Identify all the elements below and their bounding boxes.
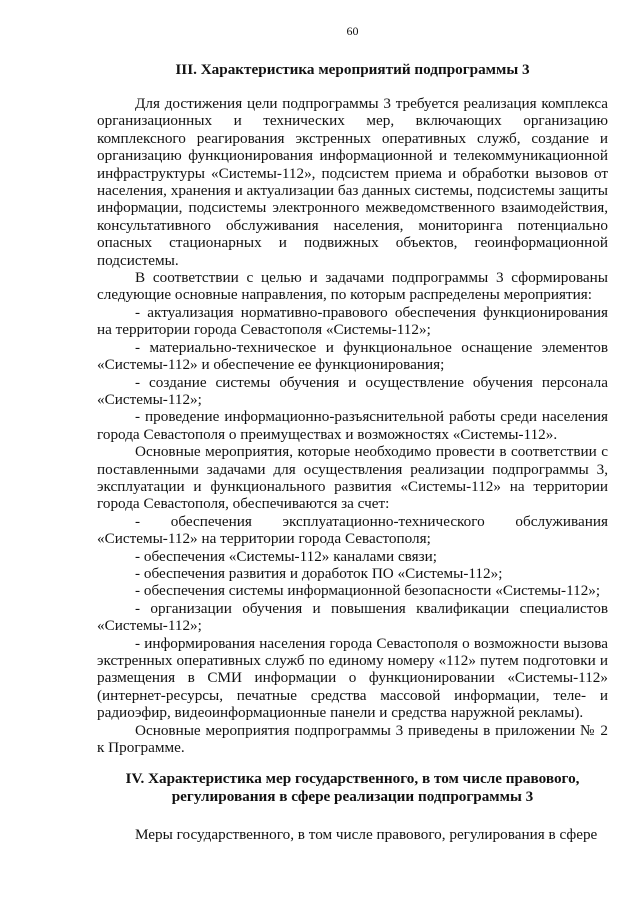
paragraph: Меры государственного, в том числе правового, регулирования в сфере [135, 826, 598, 843]
list-item: - организации обучения и повышения квалификации специалистов «Системы-112»; [97, 599, 608, 635]
list-item: - актуализация нормативно-правового обеспечения функционирования на территории города Севастополя «Системы-112»; [97, 303, 608, 339]
list-item: - обеспечения системы информационной безопасности «Системы-112»; [135, 582, 601, 600]
list-item: - информирования населения города Севастополя о возможности вызова экстренных оперативных служб по единому номеру «112» путем подготовки и размещения в СМИ информации о функционировании «Системы-112» (интернет-ресурсы, печатные средства массовой информации, теле- и радиоэфир, видеоинформационные панели и средства наружной рекламы). [97, 634, 608, 722]
section-4-heading-line-2: регулирования в сфере реализации подпрограммы 3 [171, 788, 534, 805]
list-item: - обеспечения развития и доработок ПО «Системы-112»; [135, 564, 503, 582]
paragraph: Основные мероприятия, которые необходимо провести в соответствии с поставленными задачами для осуществления реализации подпрограммы 3, эксплуатации и функционального развития «Системы-112» на территории города Севастополя, обеспечиваются за счет: [97, 443, 608, 513]
list-item: - материально-техническое и функциональное оснащение элементов «Системы-112» и обеспечение ее функционирования; [97, 338, 608, 374]
section-4-heading-line-1: IV. Характеристика мер государственного, в том числе правового, [125, 770, 580, 787]
page-number: 60 [346, 24, 359, 38]
section-4-body [97, 826, 608, 843]
list-item: - обеспечения эксплуатационно-технического обслуживания «Системы-112» на территории города Севастополя; [97, 512, 608, 548]
section-3-heading: III. Характеристика мероприятий подпрограммы 3 [175, 61, 530, 78]
section-3-body [97, 95, 608, 756]
list-item: - создание системы обучения и осуществление обучения персонала «Системы-112»; [97, 373, 608, 408]
list-item: - проведение информационно-разъяснительной работы среди населения города Севастополя о преимуществах и возможностях «Системы-112». [97, 408, 608, 443]
paragraph: Основные мероприятия подпрограммы 3 приведены в приложении № 2 к Программе. [97, 721, 608, 757]
paragraph: В соответствии с целью и задачами подпрограммы 3 сформированы следующие основные направления, по которым распределены мероприятия: [97, 269, 608, 304]
paragraph: Для достижения цели подпрограммы 3 требуется реализация комплекса организационных и технических мер, включающих организацию комплексного реагирования экстренных оперативных служб, создание и организацию функционирования информационной и телекоммуникационной инфраструктуры «Системы-112», подсистем приема и обработки вызовов от населения, хранения и актуализации баз данных системы, подсистемы защиты информации, подсистемы электронного межведомственного взаимодействия, консультативного обслуживания населения, мониторинга потенциально опасных стационарных и подвижных объектов, геоинформационной подсистемы. [97, 95, 608, 269]
list-item: - обеспечения «Системы-112» каналами связи; [135, 547, 437, 565]
section-4-heading [97, 770, 608, 806]
